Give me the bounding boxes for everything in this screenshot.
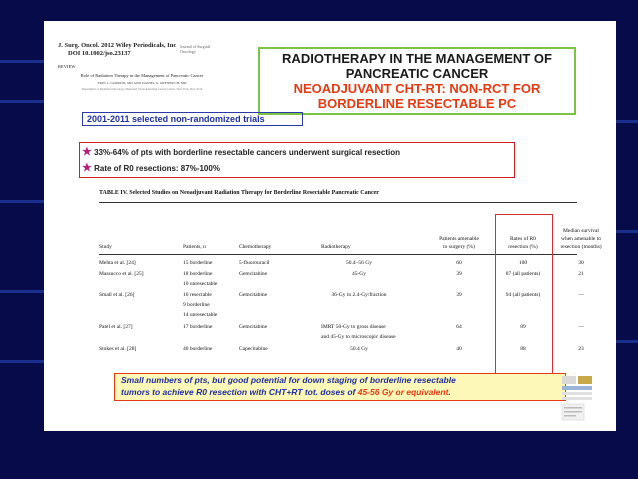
title-line-2: PANCREATIC CANCER (345, 66, 489, 81)
background-stripe (0, 100, 44, 103)
citation-doi: DOI 10.1002/jso.23137 (68, 50, 131, 57)
cell-survival: 23 (578, 346, 584, 352)
bullet-item (82, 145, 400, 158)
star-icon: ★ (82, 146, 92, 158)
header-chemotherapy: Chemotherapy (239, 244, 272, 250)
cell-patients: 9 borderline (183, 302, 210, 308)
cell-amenable: 64 (456, 324, 462, 330)
cell-amenable: 60 (456, 260, 462, 266)
star-icon: ★ (82, 162, 92, 174)
bullet-text: 33%-64% of pts with borderline resectable cancers underwent surgical resection (94, 148, 400, 157)
header-r0-unit: resection (%) (508, 244, 538, 250)
background-stripe (0, 60, 44, 63)
title-line-1: RADIOTHERAPY IN THE MANAGEMENT OF (282, 51, 552, 66)
header-patients: Patients, n (183, 244, 206, 250)
header-radiotherapy: Radiotherapy (321, 244, 351, 250)
cell-study: Mehta et al. [24] (99, 260, 136, 266)
title-line-3: NEOADJUVANT CHT-RT: NON-RCT FOR (293, 81, 541, 96)
cell-patients: 10 unresectable (183, 281, 218, 287)
summary-box (114, 373, 566, 401)
cell-r0: 89 (520, 324, 526, 330)
slide (44, 21, 616, 431)
studies-table (99, 188, 602, 378)
bullet-item (82, 161, 220, 174)
header-survival: Median survival (563, 228, 599, 234)
summary-line-2-text: tumors to achieve R0 resection with CHT+RT tot. doses of (121, 387, 358, 397)
cell-patients: 17 borderline (183, 324, 213, 330)
citation-section: REVIEW (58, 64, 76, 69)
citation-journal-name: Journal of Surgical Oncology (180, 44, 211, 54)
cell-r0: 100 (518, 260, 528, 266)
cell-radio: 45-Gy (351, 271, 367, 277)
cell-radio: and 45-Gy to microscopic disease (321, 334, 396, 340)
r0-highlight-box (495, 214, 553, 380)
cell-amenable: 39 (456, 271, 462, 277)
cell-r0: 94 (all patients) (505, 292, 541, 298)
cell-patients: 18 borderline (183, 271, 213, 277)
cell-patients: 40 borderline (183, 346, 213, 352)
header-amenable-unit: to surgery (%) (443, 244, 475, 250)
cell-patients: 14 unresectable (183, 312, 218, 318)
cell-survival: — (578, 324, 584, 330)
cell-radio: IMRT 50-Gy to gross disease (321, 324, 386, 330)
citation-journal: J. Surg. Oncol. 2012 Wiley Periodicals, Inc (58, 42, 177, 49)
table-caption: TABLE IV. Selected Studies on Neoadjuvant Radiation Therapy for Borderline Resectable Pancreatic Cancer (99, 190, 379, 196)
cell-r0: 88 (520, 346, 526, 352)
cell-chemo: Capecitabine (239, 346, 268, 352)
header-amenable: Patients amenable (439, 236, 479, 242)
header-study: Study (99, 244, 112, 250)
citation-header (58, 42, 226, 102)
background-stripe (0, 290, 44, 293)
cell-radio: 36-Gy in 2.4-Gy/fraction (331, 292, 387, 298)
cell-study: Patel et al. [27] (99, 324, 133, 330)
header-survival-3: resection (months) (560, 244, 602, 250)
cell-survival: — (578, 292, 584, 298)
title-line-4: BORDERLINE RESECTABLE PC (317, 96, 517, 111)
cell-study: Small et al. [26] (99, 292, 135, 298)
trials-label: 2001-2011 selected non-randomized trials (82, 112, 303, 126)
background-stripe (616, 230, 638, 233)
citation-affiliation: Department of Radiation Oncology, Memorial Sloan-Kettering Cancer Center, New York, New York (81, 87, 203, 91)
summary-line-2 (121, 386, 565, 398)
bullet-text: Rate of R0 resections: 87%-100% (94, 164, 220, 173)
citation-article-title: Role of Radiation Therapy in the Management of Pancreatic Cancer (80, 73, 204, 78)
cell-patients: 16 resectable (183, 292, 212, 298)
cell-survival: 30 (578, 260, 584, 266)
slide-title (258, 47, 576, 115)
cell-chemo: Gemcitabine (239, 292, 268, 298)
cell-r0: 87 (all patients) (505, 271, 541, 277)
cell-survival: 21 (578, 271, 584, 277)
table-rule (99, 202, 577, 203)
cell-study: Massucco et al. [25] (99, 271, 144, 277)
cell-chemo: Gemcitabine (239, 271, 268, 277)
summary-line-1: Small numbers of pts, but good potential for down staging of borderline resectable (121, 375, 456, 385)
cell-chemo: Gemcitabine (239, 324, 268, 330)
background-stripe (616, 340, 638, 343)
citation-authors: ERIN L. GORDON, MD AND DANIEL A. ORENBUCH, MD (97, 81, 187, 85)
cell-patients: 15 borderline (183, 260, 213, 266)
cell-radio: 50.4 Gy (350, 346, 368, 352)
cell-amenable: 39 (456, 292, 462, 298)
cell-amenable: 40 (456, 346, 462, 352)
header-survival-2: when amenable to (560, 236, 601, 242)
background-stripe (0, 200, 44, 203)
bullet-list (79, 142, 515, 178)
summary-line-2-end: . (448, 387, 451, 397)
background-stripe (0, 360, 44, 363)
dose-highlight: 45-56 Gy or equivalent (357, 387, 449, 397)
cell-study: Stokes et al. [28] (99, 346, 137, 352)
journal-cover-thumbnail (560, 374, 606, 428)
cell-chemo: 5-fluorouracil (239, 260, 270, 266)
cell-radio: 50.4–56 Gy (346, 260, 372, 266)
background-stripe (616, 120, 638, 123)
header-r0: Rates of R0 (510, 236, 536, 242)
